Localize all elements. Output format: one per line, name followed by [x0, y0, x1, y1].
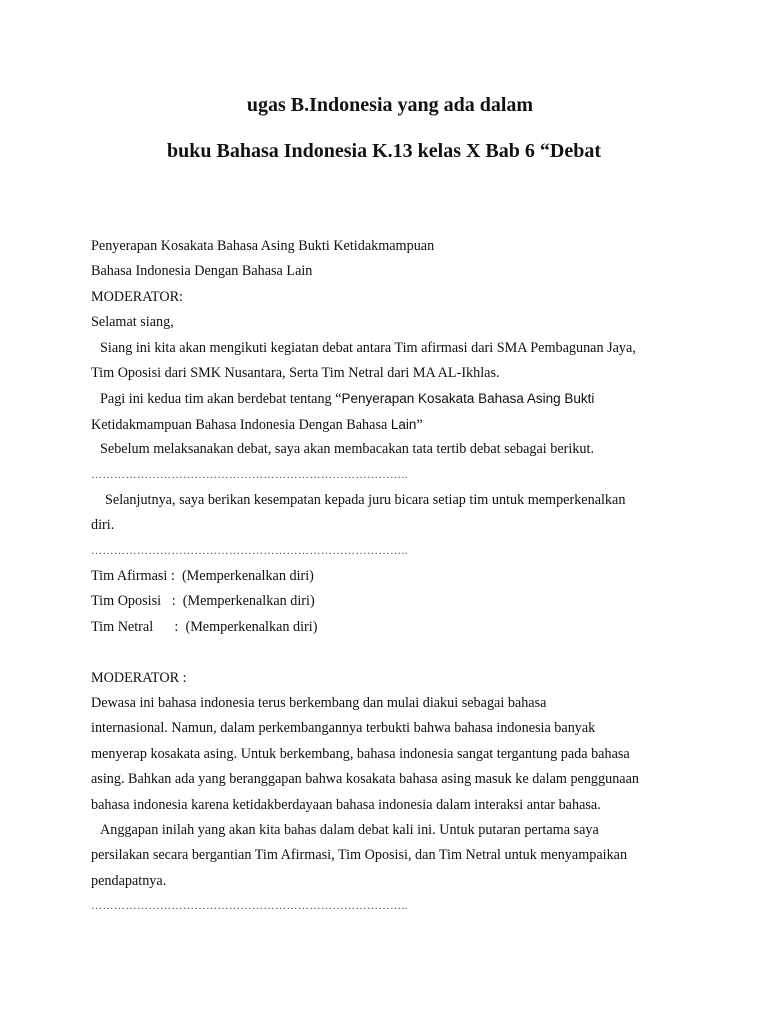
- paragraph-2-line-2-c: ”: [416, 416, 423, 433]
- paragraph-2-line-1-b: Penyerapan Kosakata Bahasa Asing Bukti: [341, 391, 595, 407]
- section-2-line-3: menyerap kosakata asing. Untuk berkembang, bahasa indonesia sangat tergantung pada bahasa: [91, 745, 630, 762]
- document-title-line-2: buku Bahasa Indonesia K.13 kelas X Bab 6 “Debat: [166, 140, 601, 162]
- dotted-line-2: ………………………………………………………………………..: [91, 544, 408, 557]
- team-row: [91, 589, 691, 614]
- paragraph-4-line-2: diri.: [91, 517, 115, 534]
- section-2-paragraph-2-line-2: persilakan secara bergantian Tim Afirmasi, Tim Oposisi, dan Tim Netral untuk menyampaikan: [91, 847, 628, 864]
- greeting: Selamat siang,: [91, 314, 174, 331]
- team-label: Tim Afirmasi :: [91, 568, 175, 585]
- dotted-line-3: ………………………………………………………………………..: [91, 900, 408, 913]
- section-2-paragraph-2-line-3: pendapatnya.: [91, 872, 167, 889]
- document-body: [91, 234, 691, 920]
- moderator-label-1: MODERATOR:: [91, 288, 183, 305]
- topic-line-2: Bahasa Indonesia Dengan Bahasa Lain: [91, 263, 313, 280]
- team-value: (Memperkenalkan diri): [181, 568, 314, 585]
- paragraph-2-line-1-a: Pagi ini kedua tim akan berdebat tentang “: [100, 391, 342, 408]
- paragraph-2-line-2-b: Lain: [390, 416, 417, 432]
- paragraph-4-line-1: Selanjutnya, saya berikan kesempatan kepada juru bicara setiap tim untuk memperkenalkan: [105, 491, 626, 508]
- section-2-paragraph-2-line-1: Anggapan inilah yang akan kita bahas dalam debat kali ini. Untuk putaran pertama saya: [100, 821, 599, 838]
- section-2-line-4: asing. Bahkan ada yang beranggapan bahwa kosakata bahasa asing masuk ke dalam penggunaan: [91, 771, 639, 788]
- topic-line-1: Penyerapan Kosakata Bahasa Asing Bukti Ketidakmampuan: [91, 238, 435, 254]
- paragraph-3: Sebelum melaksanakan debat, saya akan membacakan tata tertib debat sebagai berikut.: [100, 441, 594, 458]
- paragraph-2-line-2-a: Ketidakmampuan Bahasa Indonesia Dengan Bahasa: [91, 416, 391, 433]
- team-row: [91, 564, 691, 589]
- blank-line: [91, 640, 691, 665]
- paragraph-1-line-2: Tim Oposisi dari SMK Nusantara, Serta Tim Netral dari MA AL-Ikhlas.: [91, 364, 500, 381]
- team-label: Tim Netral :: [91, 618, 179, 635]
- paragraph-2-line-2: [91, 412, 691, 437]
- team-row: [91, 615, 691, 640]
- paragraph-1-line-1: Siang ini kita akan mengikuti kegiatan debat antara Tim afirmasi dari SMA Pembagunan Jaya,: [100, 339, 636, 356]
- team-value: (Memperkenalkan diri): [185, 618, 318, 635]
- team-value: (Memperkenalkan diri): [182, 593, 315, 610]
- moderator-label-2: MODERATOR :: [91, 669, 187, 686]
- team-label: Tim Oposisi :: [91, 593, 176, 610]
- section-2-line-2: internasional. Namun, dalam perkembangannya terbukti bahwa bahasa indonesia banyak: [91, 720, 596, 737]
- paragraph-2-line-1: [91, 386, 691, 411]
- section-2-line-1: Dewasa ini bahasa indonesia terus berkembang dan mulai diakui sebagai bahasa: [91, 695, 547, 712]
- document-title-line-1: ugas B.Indonesia yang ada dalam: [246, 94, 534, 116]
- section-2-line-5: bahasa indonesia karena ketidakberdayaan bahasa indonesia dalam interaksi antar bahasa.: [91, 796, 601, 813]
- dotted-line-1: ………………………………………………………………………..: [91, 468, 408, 481]
